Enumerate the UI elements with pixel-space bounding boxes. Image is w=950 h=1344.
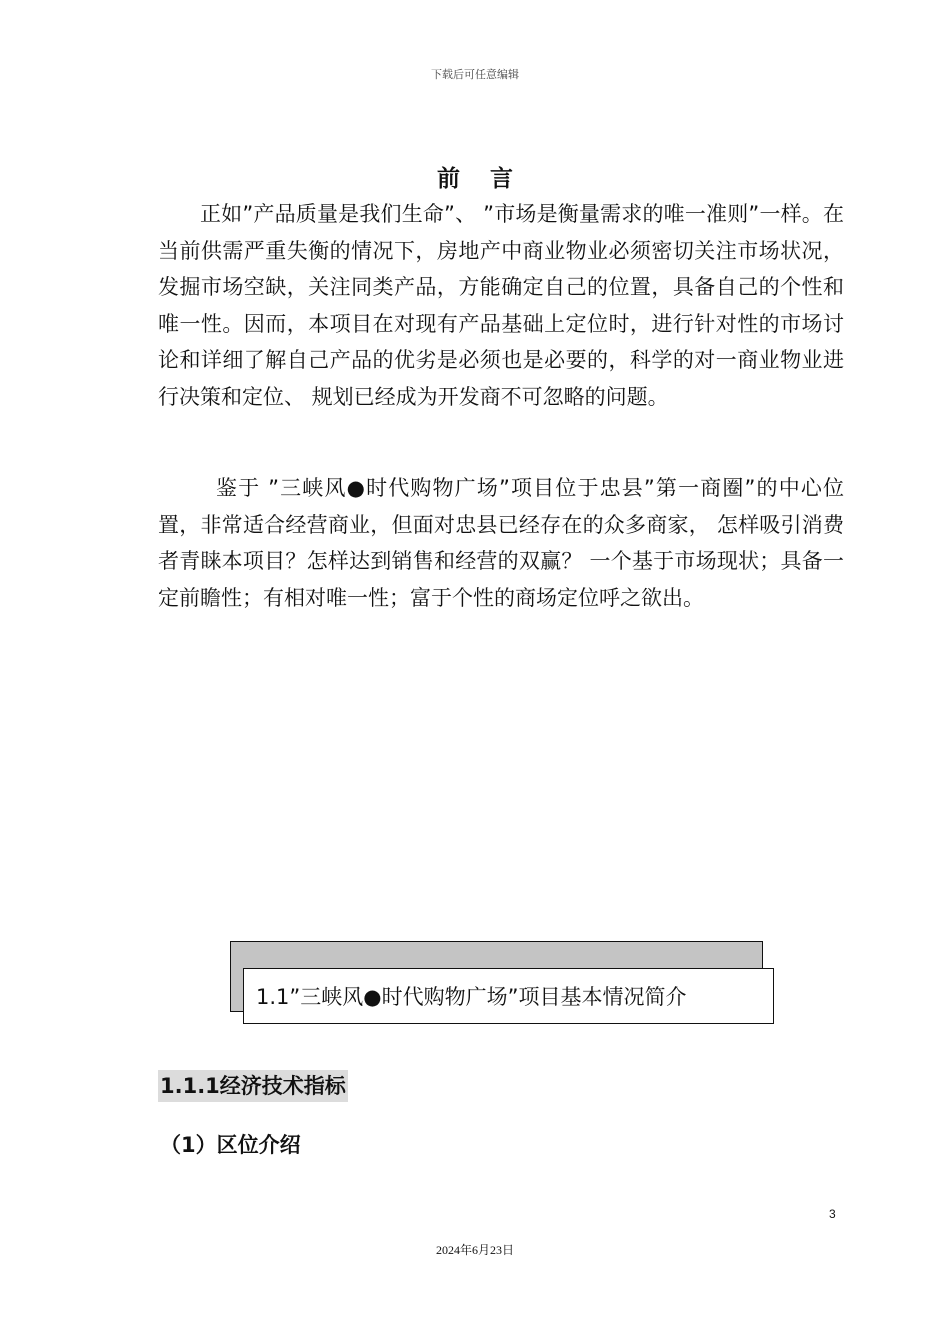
banner-heading [243, 968, 774, 1024]
page-number: 3 [829, 1207, 836, 1221]
section-heading: 1.1.1经济技术指标 [158, 1070, 348, 1102]
page-title: 前言 [437, 166, 543, 192]
paragraph-2: 鉴于 ”三峡风●时代购物广场”项目位于忠县”第一商圈”的中心位置，非常适合经营商业，但面对忠县已经存在的众多商家， 怎样吸引消费者青睐本项目？怎样达到销售和经营的双赢？ 一个基于市场现状；具备一定前瞻性；有相对唯一性；富于个性的商场定位呼之欲出。 [158, 476, 844, 610]
sub-heading: （1）区位介绍 [160, 1133, 301, 1157]
banner-heading-text: 1.1”三峡风●时代购物广场”项目基本情况简介 [256, 985, 687, 1009]
footer-date: 2024年6月23日 [435, 1243, 514, 1257]
paragraph-1: 正如”产品质量是我们生命”、 ”市场是衡量需求的唯一准则”一样。在当前供需严重失衡的情况下，房地产中商业物业必须密切关注市场状况，发掘市场空缺，关注同类产品，方能确定自己的位置，具备自己的个性和唯一性。因而，本项目在对现有产品基础上定位时，进行针对性的市场讨论和详细了解自己产品的优劣是必须也是必要的，科学的对一商业物业进行决策和定位、 规划已经成为开发商不可忽略的问题。 [158, 202, 844, 409]
header-note: 下载后可任意编辑 [431, 68, 519, 81]
